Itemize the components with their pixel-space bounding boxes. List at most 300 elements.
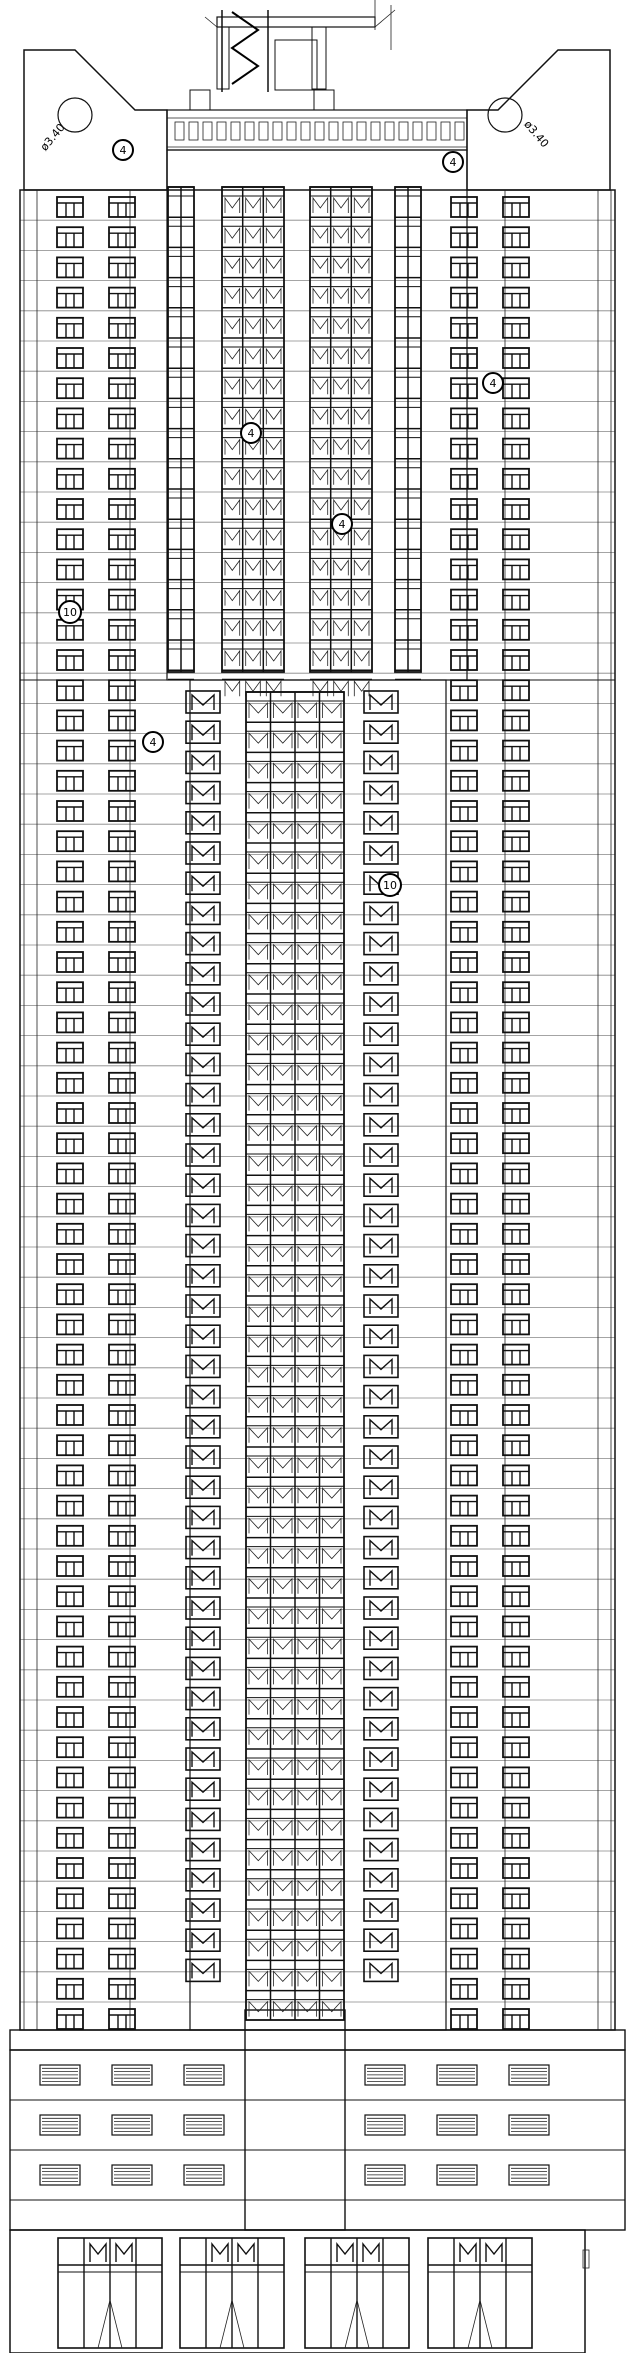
curtain-wall-m-glyph bbox=[274, 1307, 293, 1322]
curtain-wall-m-glyph bbox=[334, 349, 349, 364]
curtain-wall-m-glyph bbox=[249, 914, 268, 929]
curtain-wall-m-glyph bbox=[298, 794, 317, 809]
curtain-wall-m-glyph bbox=[354, 440, 369, 455]
curtain-wall-m-glyph bbox=[323, 794, 342, 809]
curtain-wall-m-glyph bbox=[313, 228, 328, 243]
curtain-wall-m-glyph bbox=[274, 1639, 293, 1654]
side-window bbox=[57, 1647, 83, 1667]
curtain-wall-m-glyph bbox=[323, 1700, 342, 1715]
curtain-wall-m-glyph bbox=[323, 1035, 342, 1050]
curtain-wall-m-glyph bbox=[334, 681, 349, 696]
curtain-wall-m-glyph bbox=[225, 470, 240, 485]
curtain-wall-m-glyph bbox=[334, 409, 349, 424]
m-window bbox=[186, 812, 220, 834]
curtain-wall-m-glyph bbox=[249, 1941, 268, 1956]
side-window bbox=[57, 952, 83, 972]
m-window-glyph bbox=[370, 1692, 392, 1707]
m-window bbox=[364, 1627, 398, 1649]
m-window-glyph bbox=[192, 786, 214, 801]
side-window bbox=[109, 1284, 135, 1304]
side-window bbox=[109, 1073, 135, 1093]
m-window bbox=[186, 1778, 220, 1800]
side-window bbox=[57, 1254, 83, 1274]
m-window bbox=[364, 1899, 398, 1921]
curtain-wall-m-glyph bbox=[249, 1065, 268, 1080]
curtain-wall-m-glyph bbox=[266, 228, 281, 243]
side-window bbox=[57, 1918, 83, 1938]
side-window bbox=[503, 197, 529, 217]
curtain-wall-m-glyph bbox=[334, 651, 349, 666]
curtain-wall-m-glyph bbox=[249, 1277, 268, 1292]
side-window bbox=[109, 1465, 135, 1485]
side-window bbox=[503, 922, 529, 942]
curtain-wall-m-glyph bbox=[274, 1337, 293, 1352]
side-window bbox=[451, 1586, 477, 1606]
side-window bbox=[57, 408, 83, 428]
curtain-wall-m-glyph bbox=[298, 854, 317, 869]
side-window bbox=[57, 1103, 83, 1123]
side-window bbox=[503, 1073, 529, 1093]
curtain-wall-m-glyph bbox=[249, 1398, 268, 1413]
curtain-wall-m-glyph bbox=[323, 1216, 342, 1231]
callout-tag bbox=[379, 874, 401, 896]
curtain-wall-m-glyph bbox=[323, 2002, 342, 2017]
curtain-wall-m-glyph bbox=[298, 1035, 317, 1050]
curtain-wall-m-glyph bbox=[246, 500, 261, 515]
curtain-wall-m-glyph bbox=[354, 651, 369, 666]
curtain-wall-m-glyph bbox=[274, 1156, 293, 1171]
side-window bbox=[57, 861, 83, 881]
m-window-glyph bbox=[370, 1661, 392, 1676]
parapet-opening bbox=[357, 122, 366, 140]
m-window-glyph bbox=[370, 1390, 392, 1405]
m-window-glyph bbox=[370, 695, 392, 710]
m-window-glyph bbox=[192, 876, 214, 891]
side-window bbox=[57, 1858, 83, 1878]
curtain-wall-m-glyph bbox=[298, 1881, 317, 1896]
curtain-wall-m-glyph bbox=[225, 681, 240, 696]
side-window bbox=[109, 771, 135, 791]
curtain-wall-m-glyph bbox=[249, 1367, 268, 1382]
curtain-wall-m-glyph bbox=[249, 1035, 268, 1050]
side-window bbox=[109, 590, 135, 610]
curtain-wall-m-glyph bbox=[354, 681, 369, 696]
m-window-glyph bbox=[192, 1903, 214, 1918]
side-window bbox=[451, 1345, 477, 1365]
m-window-glyph bbox=[192, 1510, 214, 1525]
side-window bbox=[109, 2009, 135, 2029]
m-window bbox=[364, 842, 398, 864]
m-window bbox=[364, 993, 398, 1015]
m-window-glyph bbox=[192, 1843, 214, 1858]
storefront-m-glyph bbox=[363, 2244, 379, 2262]
side-window bbox=[451, 318, 477, 338]
side-window bbox=[109, 1677, 135, 1697]
m-window bbox=[186, 1506, 220, 1528]
m-window bbox=[364, 1325, 398, 1347]
curtain-wall-m-glyph bbox=[246, 591, 261, 606]
curtain-wall-m-glyph bbox=[334, 591, 349, 606]
curtain-wall-m-glyph bbox=[298, 1398, 317, 1413]
curtain-wall-m-glyph bbox=[246, 319, 261, 334]
side-window bbox=[109, 469, 135, 489]
side-window bbox=[451, 922, 477, 942]
curtain-wall-m-glyph bbox=[246, 560, 261, 575]
side-window bbox=[109, 529, 135, 549]
side-window bbox=[57, 1526, 83, 1546]
curtain-wall-m-glyph bbox=[354, 319, 369, 334]
side-window bbox=[57, 680, 83, 700]
m-window-glyph bbox=[192, 1541, 214, 1556]
curtain-wall-m-glyph bbox=[249, 1549, 268, 1564]
m-window-glyph bbox=[370, 725, 392, 740]
curtain-wall-m-glyph bbox=[249, 945, 268, 960]
m-window-glyph bbox=[192, 695, 214, 710]
side-window bbox=[109, 620, 135, 640]
curtain-wall-m-glyph bbox=[225, 379, 240, 394]
curtain-wall-m-glyph bbox=[323, 1307, 342, 1322]
side-window bbox=[503, 590, 529, 610]
side-window bbox=[503, 227, 529, 247]
side-window bbox=[503, 892, 529, 912]
curtain-wall-m-glyph bbox=[298, 1700, 317, 1715]
m-window-glyph bbox=[370, 786, 392, 801]
side-window bbox=[109, 922, 135, 942]
curtain-wall-m-glyph bbox=[298, 1549, 317, 1564]
side-window bbox=[109, 1133, 135, 1153]
curtain-wall-m-glyph bbox=[274, 1941, 293, 1956]
curtain-wall-m-glyph bbox=[274, 914, 293, 929]
storefront-m-glyph bbox=[238, 2244, 254, 2262]
parapet-opening bbox=[301, 122, 310, 140]
side-window bbox=[451, 1194, 477, 1214]
curtain-wall-m-glyph bbox=[298, 703, 317, 718]
m-window bbox=[186, 842, 220, 864]
m-window-glyph bbox=[192, 1752, 214, 1767]
m-window-glyph bbox=[192, 1359, 214, 1374]
side-window bbox=[503, 1375, 529, 1395]
side-window bbox=[109, 227, 135, 247]
side-window bbox=[451, 1526, 477, 1546]
parapet-opening bbox=[217, 122, 226, 140]
m-window-glyph bbox=[192, 1390, 214, 1405]
side-window bbox=[451, 1435, 477, 1455]
side-window bbox=[109, 1375, 135, 1395]
m-window-glyph bbox=[192, 1239, 214, 1254]
side-window bbox=[451, 529, 477, 549]
side-window bbox=[451, 1224, 477, 1244]
m-window bbox=[186, 933, 220, 955]
curtain-wall-m-glyph bbox=[249, 1669, 268, 1684]
curtain-wall-m-glyph bbox=[249, 1428, 268, 1443]
m-window bbox=[364, 1053, 398, 1075]
side-window bbox=[503, 1556, 529, 1576]
m-window-glyph bbox=[370, 1239, 392, 1254]
m-window bbox=[364, 1174, 398, 1196]
curtain-wall-m-glyph bbox=[246, 651, 261, 666]
parapet-opening bbox=[259, 122, 268, 140]
side-window bbox=[109, 741, 135, 761]
m-window bbox=[364, 1114, 398, 1136]
curtain-wall-m-glyph bbox=[298, 1216, 317, 1231]
curtain-wall-m-glyph bbox=[274, 1035, 293, 1050]
m-window bbox=[364, 902, 398, 924]
curtain-wall-m-glyph bbox=[354, 198, 369, 213]
side-window bbox=[57, 1586, 83, 1606]
curtain-wall-m-glyph bbox=[274, 1458, 293, 1473]
curtain-wall-m-glyph bbox=[334, 560, 349, 575]
curtain-wall-m-glyph bbox=[249, 1790, 268, 1805]
m-window-glyph bbox=[370, 1299, 392, 1314]
side-window bbox=[109, 1012, 135, 1032]
callout-tag bbox=[483, 373, 503, 393]
m-window bbox=[186, 1265, 220, 1287]
curtain-wall-m-glyph bbox=[298, 1458, 317, 1473]
m-window-glyph bbox=[370, 1812, 392, 1827]
m-window bbox=[186, 872, 220, 894]
curtain-wall-m-glyph bbox=[274, 884, 293, 899]
m-window bbox=[186, 1023, 220, 1045]
side-window bbox=[503, 1526, 529, 1546]
side-window bbox=[57, 1707, 83, 1727]
curtain-wall-m-glyph bbox=[274, 1005, 293, 1020]
side-window bbox=[451, 1647, 477, 1667]
parapet-opening bbox=[455, 122, 464, 140]
side-window bbox=[57, 801, 83, 821]
curtain-wall-m-glyph bbox=[274, 1518, 293, 1533]
side-window bbox=[57, 771, 83, 791]
curtain-wall-m-glyph bbox=[274, 945, 293, 960]
m-window-glyph bbox=[192, 1873, 214, 1888]
side-window bbox=[451, 408, 477, 428]
side-window bbox=[109, 892, 135, 912]
curtain-wall-m-glyph bbox=[274, 1367, 293, 1382]
curtain-wall-m-glyph bbox=[249, 733, 268, 748]
curtain-wall-m-glyph bbox=[266, 470, 281, 485]
side-window bbox=[451, 1314, 477, 1334]
side-window bbox=[451, 1556, 477, 1576]
curtain-wall-m-glyph bbox=[246, 681, 261, 696]
m-window bbox=[364, 1386, 398, 1408]
curtain-wall-m-glyph bbox=[249, 1639, 268, 1654]
curtain-wall-m-glyph bbox=[323, 1639, 342, 1654]
side-window bbox=[109, 499, 135, 519]
side-window bbox=[57, 1284, 83, 1304]
parapet-opening bbox=[441, 122, 450, 140]
curtain-wall-m-glyph bbox=[323, 1760, 342, 1775]
side-window bbox=[503, 1284, 529, 1304]
curtain-wall-m-glyph bbox=[323, 1941, 342, 1956]
storefront-m-glyph bbox=[460, 2244, 476, 2262]
side-window bbox=[109, 1043, 135, 1063]
m-window bbox=[186, 963, 220, 985]
m-window bbox=[364, 1235, 398, 1257]
curtain-wall-m-glyph bbox=[298, 1760, 317, 1775]
side-window bbox=[451, 1043, 477, 1063]
side-window bbox=[57, 741, 83, 761]
side-window bbox=[57, 2009, 83, 2029]
curtain-wall-m-glyph bbox=[323, 1458, 342, 1473]
side-window bbox=[109, 1647, 135, 1667]
curtain-wall-m-glyph bbox=[249, 1730, 268, 1745]
side-window bbox=[503, 318, 529, 338]
m-window-glyph bbox=[192, 1329, 214, 1344]
curtain-wall-m-glyph bbox=[274, 1065, 293, 1080]
m-window bbox=[364, 963, 398, 985]
side-window bbox=[503, 1586, 529, 1606]
curtain-wall-m-glyph bbox=[274, 1700, 293, 1715]
m-window bbox=[364, 1204, 398, 1226]
curtain-wall-m-glyph bbox=[313, 198, 328, 213]
m-window-glyph bbox=[192, 1178, 214, 1193]
side-window bbox=[451, 1073, 477, 1093]
side-window bbox=[451, 1949, 477, 1969]
side-window bbox=[109, 1314, 135, 1334]
curtain-wall-m-glyph bbox=[298, 884, 317, 899]
m-window bbox=[186, 1657, 220, 1679]
side-window bbox=[503, 801, 529, 821]
side-window bbox=[451, 288, 477, 308]
side-window bbox=[109, 1435, 135, 1455]
curtain-wall-m-glyph bbox=[249, 1700, 268, 1715]
curtain-wall-m-glyph bbox=[354, 349, 369, 364]
m-window-glyph bbox=[370, 1329, 392, 1344]
m-window-glyph bbox=[370, 1057, 392, 1072]
curtain-wall-m-glyph bbox=[249, 1096, 268, 1111]
m-window bbox=[186, 1808, 220, 1830]
m-window bbox=[364, 1959, 398, 1981]
m-window bbox=[364, 1567, 398, 1589]
curtain-wall-m-glyph bbox=[354, 591, 369, 606]
side-window bbox=[109, 378, 135, 398]
left-rooftop-circle bbox=[58, 98, 92, 132]
curtain-wall-m-glyph bbox=[246, 530, 261, 545]
curtain-wall-m-glyph bbox=[313, 560, 328, 575]
side-window bbox=[109, 831, 135, 851]
curtain-wall-m-glyph bbox=[225, 198, 240, 213]
side-window bbox=[57, 499, 83, 519]
parapet-opening bbox=[287, 122, 296, 140]
side-window bbox=[503, 1949, 529, 1969]
curtain-wall-m-glyph bbox=[266, 651, 281, 666]
m-window-glyph bbox=[370, 1933, 392, 1948]
side-window bbox=[503, 1043, 529, 1063]
side-window bbox=[57, 1798, 83, 1818]
side-window bbox=[109, 197, 135, 217]
side-window bbox=[57, 1012, 83, 1032]
m-window bbox=[364, 1688, 398, 1710]
side-window bbox=[109, 1707, 135, 1727]
curtain-wall-m-glyph bbox=[249, 1458, 268, 1473]
m-window bbox=[364, 1476, 398, 1498]
curtain-wall-m-glyph bbox=[298, 1851, 317, 1866]
side-window bbox=[57, 257, 83, 277]
m-window-glyph bbox=[370, 1088, 392, 1103]
curtain-wall-m-glyph bbox=[334, 289, 349, 304]
side-window bbox=[109, 1798, 135, 1818]
curtain-wall-m-glyph bbox=[323, 1881, 342, 1896]
curtain-wall-m-glyph bbox=[246, 379, 261, 394]
curtain-wall-m-glyph bbox=[334, 470, 349, 485]
m-window bbox=[186, 1899, 220, 1921]
parapet-opening bbox=[315, 122, 324, 140]
curtain-wall-m-glyph bbox=[298, 1126, 317, 1141]
curtain-wall-m-glyph bbox=[313, 621, 328, 636]
parapet-opening bbox=[343, 122, 352, 140]
m-window-glyph bbox=[192, 967, 214, 982]
side-window bbox=[451, 590, 477, 610]
curtain-wall-m-glyph bbox=[323, 1790, 342, 1805]
curtain-wall-m-glyph bbox=[298, 1337, 317, 1352]
curtain-wall-m-glyph bbox=[249, 1971, 268, 1986]
m-window-glyph bbox=[370, 1118, 392, 1133]
m-window-glyph bbox=[370, 906, 392, 921]
curtain-wall-m-glyph bbox=[225, 228, 240, 243]
side-window bbox=[451, 741, 477, 761]
curtain-wall-m-glyph bbox=[298, 763, 317, 778]
side-window bbox=[503, 771, 529, 791]
curtain-wall-m-glyph bbox=[274, 2002, 293, 2017]
curtain-wall-m-glyph bbox=[323, 824, 342, 839]
curtain-wall-m-glyph bbox=[354, 258, 369, 273]
side-window bbox=[503, 620, 529, 640]
curtain-wall-m-glyph bbox=[249, 1126, 268, 1141]
curtain-wall-m-glyph bbox=[298, 1820, 317, 1835]
curtain-wall-m-glyph bbox=[298, 1941, 317, 1956]
curtain-wall-m-glyph bbox=[298, 1730, 317, 1745]
side-window bbox=[451, 710, 477, 730]
svg-text:10: 10 bbox=[63, 606, 77, 619]
side-window bbox=[451, 1405, 477, 1425]
side-window bbox=[451, 1798, 477, 1818]
curtain-wall-m-glyph bbox=[298, 1488, 317, 1503]
side-window bbox=[451, 831, 477, 851]
side-window bbox=[503, 741, 529, 761]
m-window-glyph bbox=[192, 755, 214, 770]
m-window-glyph bbox=[370, 1873, 392, 1888]
m-window bbox=[364, 1778, 398, 1800]
m-window bbox=[186, 1869, 220, 1891]
curtain-wall-m-glyph bbox=[334, 379, 349, 394]
side-window bbox=[503, 2009, 529, 2029]
m-window-glyph bbox=[370, 1208, 392, 1223]
side-window bbox=[503, 1254, 529, 1274]
side-window bbox=[57, 1465, 83, 1485]
curtain-wall-m-glyph bbox=[313, 440, 328, 455]
m-window bbox=[186, 1929, 220, 1951]
m-window-glyph bbox=[192, 1963, 214, 1978]
callout-tag bbox=[332, 514, 352, 534]
side-window bbox=[503, 1828, 529, 1848]
curtain-wall-m-glyph bbox=[298, 1307, 317, 1322]
callout-tag bbox=[241, 423, 261, 443]
curtain-wall-m-glyph bbox=[323, 1820, 342, 1835]
side-window bbox=[57, 1496, 83, 1516]
curtain-wall-m-glyph bbox=[266, 349, 281, 364]
curtain-wall-m-glyph bbox=[249, 1337, 268, 1352]
curtain-wall-m-glyph bbox=[274, 1881, 293, 1896]
curtain-wall-m-glyph bbox=[266, 289, 281, 304]
m-window bbox=[186, 721, 220, 743]
side-window bbox=[451, 1828, 477, 1848]
curtain-wall-m-glyph bbox=[274, 763, 293, 778]
m-window-glyph bbox=[192, 1420, 214, 1435]
side-window bbox=[503, 1405, 529, 1425]
side-window bbox=[503, 1314, 529, 1334]
m-window-glyph bbox=[192, 1269, 214, 1284]
curtain-wall-m-glyph bbox=[298, 1579, 317, 1594]
side-window bbox=[57, 710, 83, 730]
